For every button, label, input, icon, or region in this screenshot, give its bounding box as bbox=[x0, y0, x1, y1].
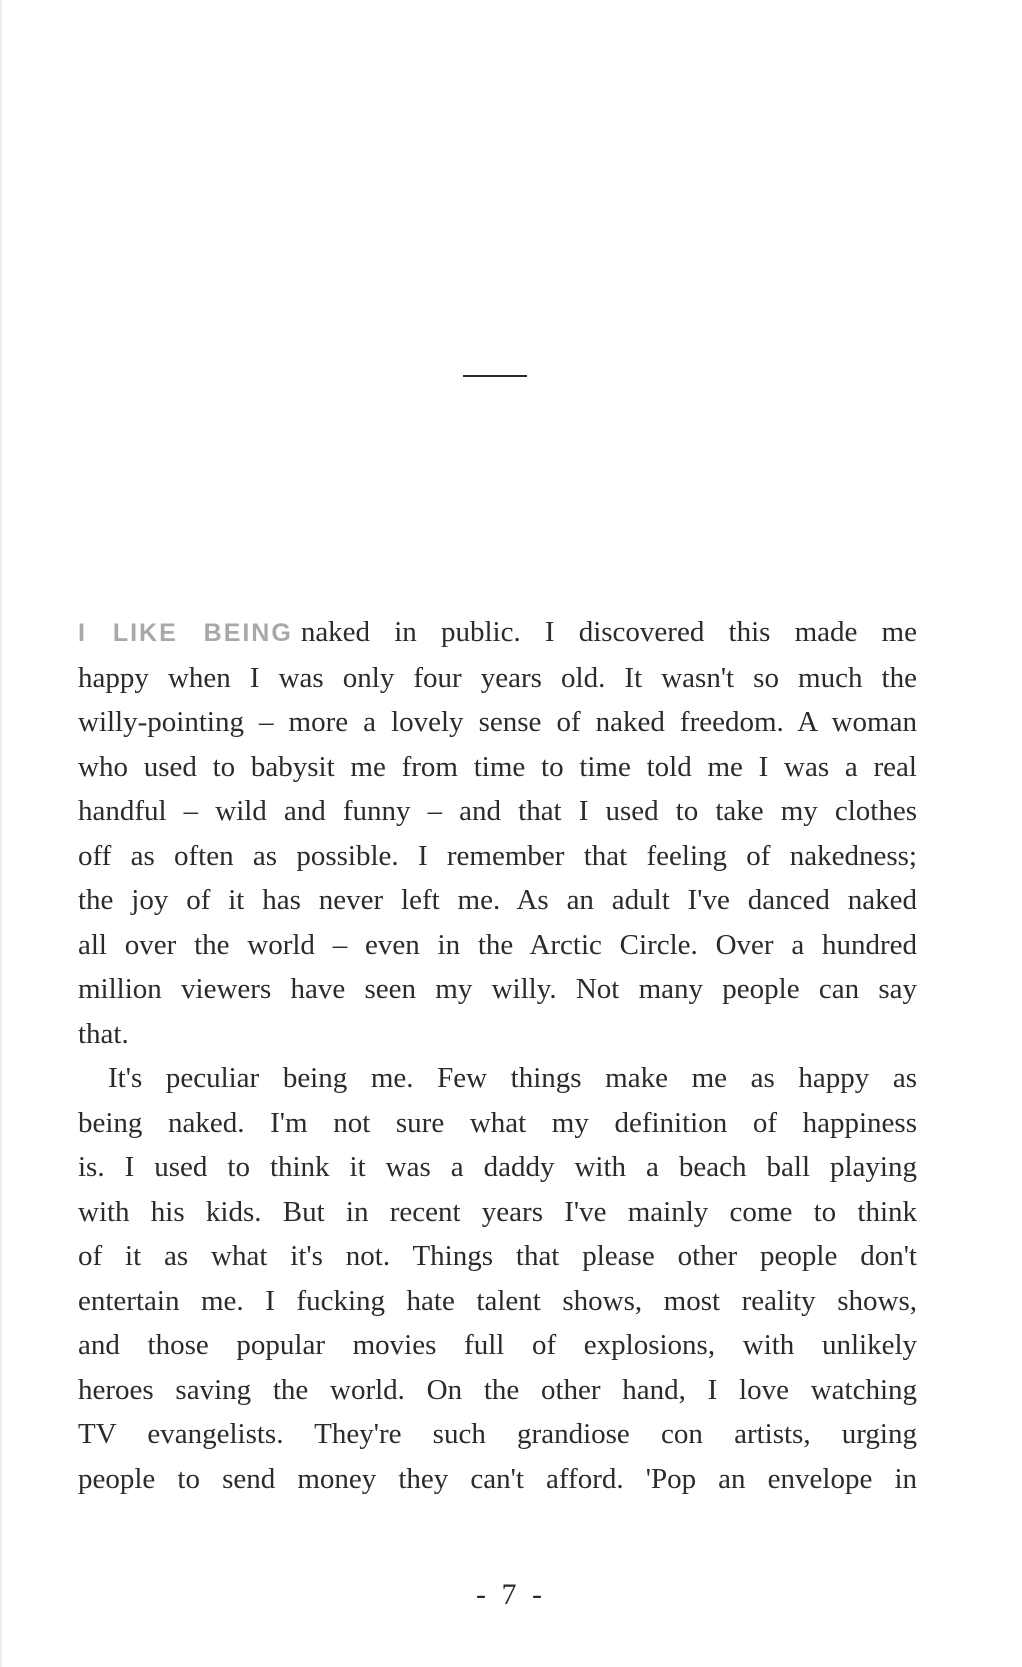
text-line: happy when I was only four years old. It wasn't so much the bbox=[78, 661, 917, 694]
text-line: heroes saving the world. On the other hand, I love watching bbox=[78, 1373, 917, 1406]
text-line: people to send money they can't afford. 'Pop an envelope in bbox=[78, 1462, 917, 1495]
text-line: who used to babysit me from time to time told me I was a real bbox=[78, 750, 917, 783]
text-line: million viewers have seen my willy. Not many people can say bbox=[78, 973, 917, 1005]
text-line: being naked. I'm not sure what my definition of happiness bbox=[78, 1106, 917, 1139]
text-line: the joy of it has never left me. As an adult I've danced naked bbox=[78, 884, 917, 916]
text-line: It's peculiar being me. Few things make me as happy as bbox=[108, 1062, 917, 1094]
chapter-rule bbox=[463, 375, 527, 377]
text-line: TV evangelists. They're such grandiose con artists, urging bbox=[78, 1418, 917, 1450]
text-line: is. I used to think it was a daddy with a beach ball playing bbox=[78, 1151, 917, 1183]
text-line: handful – wild and funny – and that I used to take my clothes bbox=[78, 795, 917, 827]
text-line: that. bbox=[78, 1017, 129, 1050]
page-number: - 7 - bbox=[476, 1578, 546, 1611]
lead-in-caps: I LIKE BEING bbox=[78, 619, 293, 647]
paragraph-2 bbox=[78, 1056, 917, 1501]
text-line: all over the world – even in the Arctic Circle. Over a hundred bbox=[78, 928, 917, 961]
body-text bbox=[78, 610, 917, 1501]
text-line: of it as what it's not. Things that please other people don't bbox=[78, 1240, 917, 1272]
page-edge-shadow bbox=[0, 0, 3, 1667]
text-line bbox=[78, 610, 917, 656]
text-line: with his kids. But in recent years I've mainly come to think bbox=[78, 1195, 917, 1228]
text-line: off as often as possible. I remember that feeling of nakedness; bbox=[78, 839, 917, 872]
text-line: willy-pointing – more a lovely sense of naked freedom. A woman bbox=[78, 706, 917, 738]
paragraph-1 bbox=[78, 610, 917, 1056]
text-line-content: naked in public. I discovered this made me bbox=[300, 616, 917, 648]
text-line: entertain me. I fucking hate talent shows, most reality shows, bbox=[78, 1284, 917, 1317]
text-line: and those popular movies full of explosions, with unlikely bbox=[78, 1329, 917, 1361]
